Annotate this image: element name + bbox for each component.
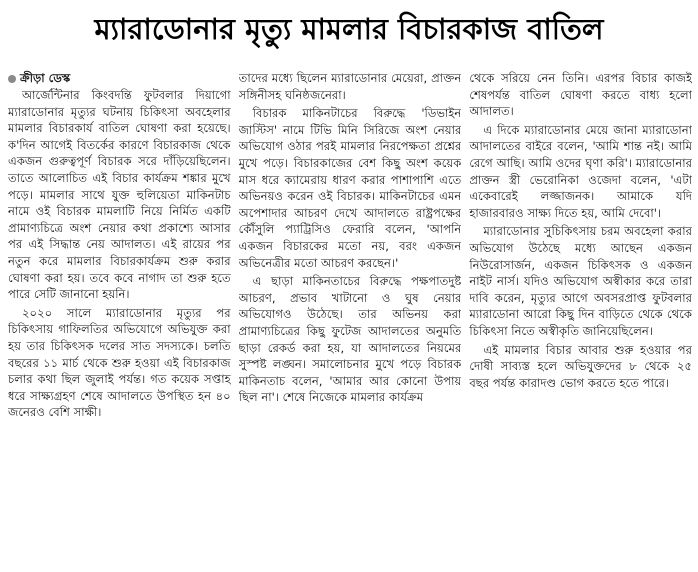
byline-text: ক্রীড়া ডেস্ক — [20, 71, 71, 86]
paragraph: আর্জেন্টিনার কিংবদন্তি ফুটবলার দিয়াগো ম্যারাডোনার মৃত্যুর ঘটনায় চিকিৎসা অবহেলার মামলার বিচারকার্য বাতিল ঘোষণা করা হয়েছে। ক'দিন আগেই বিতর্কের কারণে বিচারকাজ থেকে একজন গুরুত্বপূর্ণ বিচারক সরে দাঁড়িয়েছিলেন। তাতে আলোচিত এই বিচার কার্যক্রম শঙ্কার মুখে পড়ে। মামলার সাথে যুক্ত হুলিয়েতা মাকিনটাচ নামে ওই বিচারক মামলাটি নিয়ে নির্মিত একটি প্রামাণ্যচিত্রে অংশ নেয়ার কথা প্রকাশ্যে আসার পর এই সিদ্ধান্ত নেয় আদালত। এই রায়ের পর নতুন করে মামলার বিচারকার্যক্রম শুরু করার ঘোষণা করা হয়। তবে কবে নাগাদ তা শুরু হতে পারে সেটি জানানো হয়নি। — [8, 88, 231, 302]
headline: ম্যারাডোনার মৃত্যু মামলার বিচারকাজ বাতিল — [94, 11, 604, 46]
paragraph: বিচারক মাকিনটাচের বিরুদ্ধে 'ডিভাইন জাস্টিস' নামে টিভি মিনি সিরিজে অংশ নেয়ার অভিযোগ ওঠার পরই মামলার নিরপেক্ষতা প্রশ্নের মুখে পড়ে। বিচারকাজের বেশ কিছু অংশ কয়েক মাস ধরে ক্যামেরায় ধারণ করার পাশাপাশি এতে অভিনয়ও করেন ওই বিচারক। মাকিনটাচের এমন অপেশাদার আচরণ দেখে আদালতে রাষ্ট্রপক্ষের কৌঁসুলি প্যাট্রিসিও ফেরারি বলেন, 'আপনি একজন বিচারকের মতো নয়, বরং একজন অভিনেত্রীর মতো আচরণ করছেন।' — [238, 106, 462, 270]
article-column-3 — [469, 70, 692, 570]
paragraph: এ ছাড়া মাকিনতাচের বিরুদ্ধে পক্ষপাতদুষ্ট আচরণ, প্রভাব খাটানো ও ঘুষ নেয়ার অভিযোগও উঠেছে। তার অভিনয় করা প্রামাণ্যচিত্রের কিছু ফুটেজ আদালতের অনুমতি ছাড়া রেকর্ড করা হয়, যা আদালতের নিয়মের সুস্পষ্ট লঙ্ঘন। সমালোচনার মুখে পড়ে বিচারক মাকিনতাচ বলেন, 'আমার আর কোনো উপায় ছিল না'। শেষে নিজেকে মামলার কার্যক্রম — [238, 274, 462, 405]
article-column-1 — [8, 70, 231, 570]
article-body — [8, 70, 692, 570]
paragraph: ম্যারাডোনার সুচিকিৎসায় চরম অবহেলা করার অভিযোগ উঠেছে মধ্যে আছেন একজন নিউরোসার্জন, একজন চিকিৎসক ও একজন নাইট নার্স। যদিও অভিযোগ অস্বীকার করে তারা দাবি করেন, মৃত্যুর আগে অবসরপ্রাপ্ত ফুটবলার ম্যারাডোনা আরো কিছু দিন বাড়িতে থেকে থেকে চিকিৎসা নিতে অস্বীকৃতি জানিয়েছিলেন। — [469, 224, 693, 338]
byline — [8, 70, 231, 87]
paragraph: তাদের মধ্যে ছিলেন ম্যারাডোনার মেয়েরা, প্রাক্তন সঙ্গিনীসহ ঘনিষ্ঠজনেরা। — [238, 71, 462, 102]
paragraph: এ দিকে ম্যারাডোনার মেয়ে জানা ম্যারাডোনা আদালতের বাইরে বলেন, 'আমি শান্ত নই। আমি রেগে আছি। আমি ওদের ঘৃণা করি'। ম্যারাডোনার প্রাক্তন স্ত্রী ভেরোনিকা ওজেদা বলেন, 'এটা একেবারেই লজ্জাজনক। আমাকে যদি হাজারবারও সাক্ষ্য দিতে হয়, আমি দেবো'। — [469, 122, 693, 220]
paragraph: এই মামলার বিচার আবার শুরু হওয়ার পর দোষী সাব্যস্ত হলে অভিযুক্তদের ৮ থেকে ২৫ বছর পর্যন্ত কারাদণ্ড ভোগ করতে হতে পারে। — [469, 342, 693, 390]
paragraph: থেকে সরিয়ে নেন তিনি। এরপর বিচার কাজই শেষপর্যন্ত বাতিল ঘোষণা করতে বাধ্য হলো আদালত। — [469, 71, 693, 119]
article-column-2 — [239, 70, 462, 570]
paragraph: ২০২০ সালে ম্যারাডোনার মৃত্যুর পর চিকিৎসায় গাফিলতির অভিযোগে অভিযুক্ত করা হয় তার চিকিৎসক দলের সাত সদস্যকে। চলতি বছরের ১১ মার্চ থেকে শুরু হওয়া এই বিচারকাজ চলার কথা ছিল জুলাই পর্যন্ত। গত কয়েক সপ্তাহ ধরে সাক্ষ্যগ্রহণ শেষে আদালতে উপস্থিত হন ৪০ জনেরও বেশি সাক্ষী। — [8, 305, 231, 420]
bullet-icon — [8, 75, 16, 83]
